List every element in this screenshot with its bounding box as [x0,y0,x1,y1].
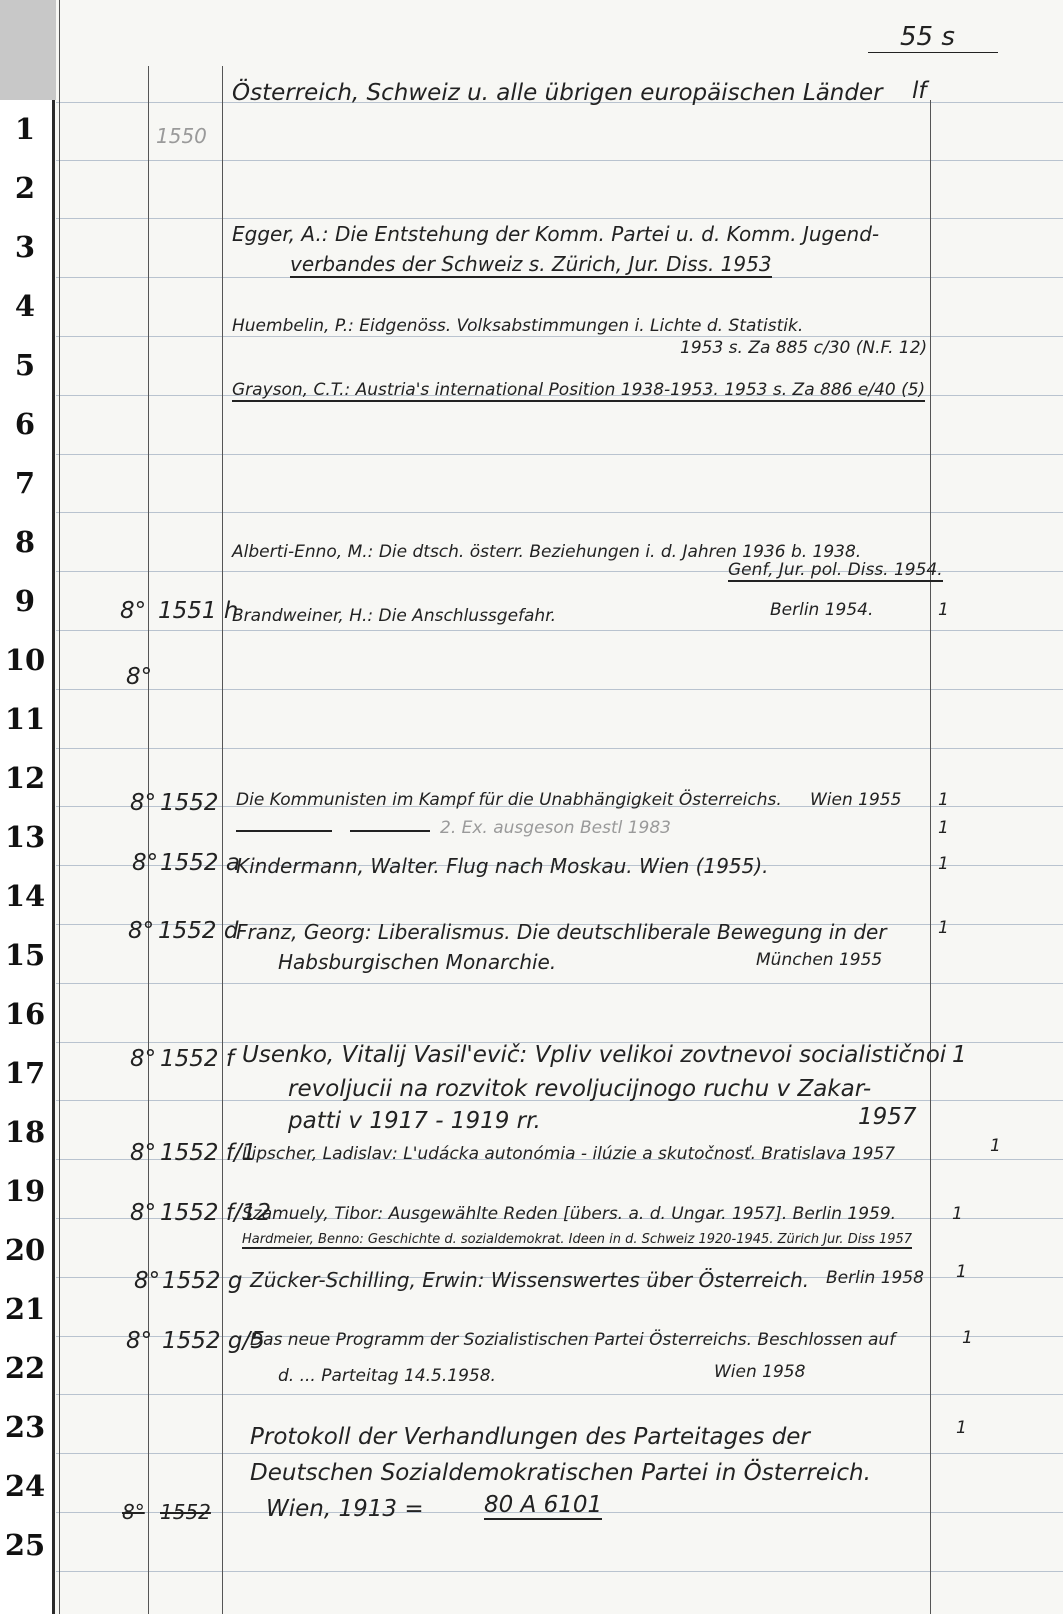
entry-format: 8° [122,1500,145,1524]
row-number: 13 [4,820,46,854]
entry-shelfmark: 1551 h [158,598,239,624]
ruled-line [56,630,1063,631]
row-number: 19 [4,1174,46,1208]
entry-text: d. ... Parteitag 14.5.1958. [278,1366,496,1386]
entry-text: Egger, A.: Die Entstehung der Komm. Partei u. d. Komm. Jugend- [232,222,880,246]
entry-text: Lipscher, Ladislav: L'udácka autonómia - ilúzie a skutočnosť. Bratislava 1957 [242,1144,896,1164]
entry-text: Grayson, C.T.: Austria's international Position 1938-1953. 1953 s. Za 886 e/40 (5) [232,380,926,400]
entry-shelfmark: 1552 d [158,918,239,944]
row-number: 7 [14,466,36,500]
row-number: 18 [4,1115,46,1149]
ruled-line [56,1394,1063,1395]
entry-format: 8° [130,1140,157,1166]
column-line [59,0,60,1614]
entry-shelfmark: 1552 f/1 [160,1140,257,1166]
entry-text: Huembelin, P.: Eidgenöss. Volksabstimmungen i. Lichte d. Statistik. [232,316,804,336]
column-mark: lf [912,78,927,104]
entry-format: 8° [130,1046,157,1072]
entry-copies: 1 [956,1418,967,1438]
row-number: 24 [4,1469,46,1503]
page-number: 55 s [900,22,955,52]
entry-copies: 1 [952,1042,967,1068]
entry-format: 8° [128,918,155,944]
row-number: 3 [14,230,36,264]
entry-text: Franz, Georg: Liberalismus. Die deutschliberale Bewegung in der [236,920,887,944]
entry-text: Habsburgischen Monarchie. [278,950,557,974]
column-line [148,66,149,1614]
entry-copies: 1 [956,1262,967,1282]
entry-shelf-number: 80 A 6101 [484,1492,603,1518]
ruled-line [56,336,1063,337]
entry-text: revoljucii na rozvitok revoljucijnogo ruchu v Zakar- [288,1076,872,1102]
scan-margin [0,0,56,100]
entry-text: Alberti-Enno, M.: Die dtsch. österr. Beziehungen i. d. Jahren 1936 b. 1938. [232,542,862,562]
entry-text: verbandes der Schweiz s. Zürich, Jur. Diss. 1953 [290,252,772,276]
ditto-mark [236,830,332,832]
entry-note: 2. Ex. ausgeson Bestl 1983 [440,818,672,838]
entry-text: Usenko, Vitalij Vasil'evič: Vpliv velikoi zovtnevoi socialističnoi [242,1042,947,1068]
entry-text: Deutschen Sozialdemokratischen Partei in Österreich. [250,1460,871,1486]
row-number: 11 [4,702,46,736]
column-line [222,66,223,1614]
entry-copies: 1 [962,1328,973,1348]
entry-text: Kindermann, Walter. Flug nach Moskau. Wien (1955). [236,854,769,878]
ruled-line [56,454,1063,455]
row-number: 5 [14,348,36,382]
entry-format: 8° [120,598,147,624]
entry-place: Wien 1955 [810,790,902,810]
ruled-line [56,748,1063,749]
entry-text: Genf, Jur. pol. Diss. 1954. [728,560,943,580]
entry-shelfmark: 1552 a [160,850,240,876]
entry-shelfmark: 1552 f/12 [160,1200,271,1226]
entry-format: 8° [126,664,153,690]
row-number: 6 [14,407,36,441]
entry-place: Berlin 1954. [770,600,874,620]
entry-copies: 1 [938,600,949,620]
ruled-line [56,218,1063,219]
entry-text: Das neue Programm der Sozialistischen Partei Österreichs. Beschlossen auf [250,1330,896,1350]
ruled-line [56,983,1063,984]
entry-text: patti v 1917 - 1919 rr. [288,1108,541,1134]
row-number: 4 [14,289,36,323]
entry-format: 8° [134,1268,161,1294]
entry-format: 8° [126,1328,153,1354]
entry-copies: 1 [938,790,949,810]
column-line [930,100,931,1614]
entry-text: Zücker-Schilling, Erwin: Wissenswertes über Österreich. [250,1268,810,1292]
row-number: 21 [4,1292,46,1326]
entry-text: Die Kommunisten im Kampf für die Unabhängigkeit Österreichs. [236,790,782,810]
row-number: 2 [14,171,36,205]
row-number: 10 [4,643,46,677]
margin-number: 1550 [156,124,207,148]
entry-shelfmark: 1552 [160,1500,211,1524]
entry-format: 8° [132,850,159,876]
row-number: 17 [4,1056,46,1090]
page-number-rule [868,52,998,53]
ruled-line [56,1571,1063,1572]
row-number: 12 [4,761,46,795]
ruled-line [56,689,1063,690]
entry-shelfmark: 1552 f [160,1046,234,1072]
ditto-mark [350,830,430,832]
entry-place: Wien 1958 [714,1362,806,1382]
entry-text: Hardmeier, Benno: Geschichte d. sozialdemokrat. Ideen in d. Schweiz 1920-1945. Zürich Jur. Diss 1957 [242,1232,913,1247]
page-heading: Österreich, Schweiz u. alle übrigen europäischen Länder [232,80,883,106]
entry-text: Brandweiner, H.: Die Anschlussgefahr. [232,606,557,626]
entry-text: Wien, 1913 = [266,1496,424,1522]
row-number: 20 [4,1233,46,1267]
entry-copies: 1 [938,818,949,838]
row-number: 16 [4,997,46,1031]
entry-copies: 1 [938,918,949,938]
entry-copies: 1 [952,1204,963,1224]
row-number: 1 [14,112,36,146]
row-number: 25 [4,1528,46,1562]
entry-place: München 1955 [756,950,883,970]
entry-format: 8° [130,1200,157,1226]
ruled-line [56,512,1063,513]
entry-format: 8° [130,790,157,816]
entry-copies: 1 [990,1136,1001,1156]
row-number: 15 [4,938,46,972]
ruled-line [56,1453,1063,1454]
entry-place: Berlin 1958 [826,1268,924,1288]
entry-place: 1957 [858,1104,917,1130]
row-number-strip [0,100,55,1614]
entry-text: Protokoll der Verhandlungen des Parteitages der [250,1424,810,1450]
entry-shelfmark: 1552 [160,790,219,816]
row-number: 9 [14,584,36,618]
entry-copies: 1 [938,854,949,874]
row-number: 22 [4,1351,46,1385]
row-number: 14 [4,879,46,913]
row-number: 23 [4,1410,46,1444]
ruled-line [56,160,1063,161]
row-number: 8 [14,525,36,559]
entry-text: Szamuely, Tibor: Ausgewählte Reden [übers. a. d. Ungar. 1957]. Berlin 1959. [242,1204,897,1224]
entry-shelfmark: 1552 g/5 [162,1328,265,1354]
entry-shelfmark: 1552 g [162,1268,243,1294]
entry-text: 1953 s. Za 885 c/30 (N.F. 12) [680,338,928,358]
